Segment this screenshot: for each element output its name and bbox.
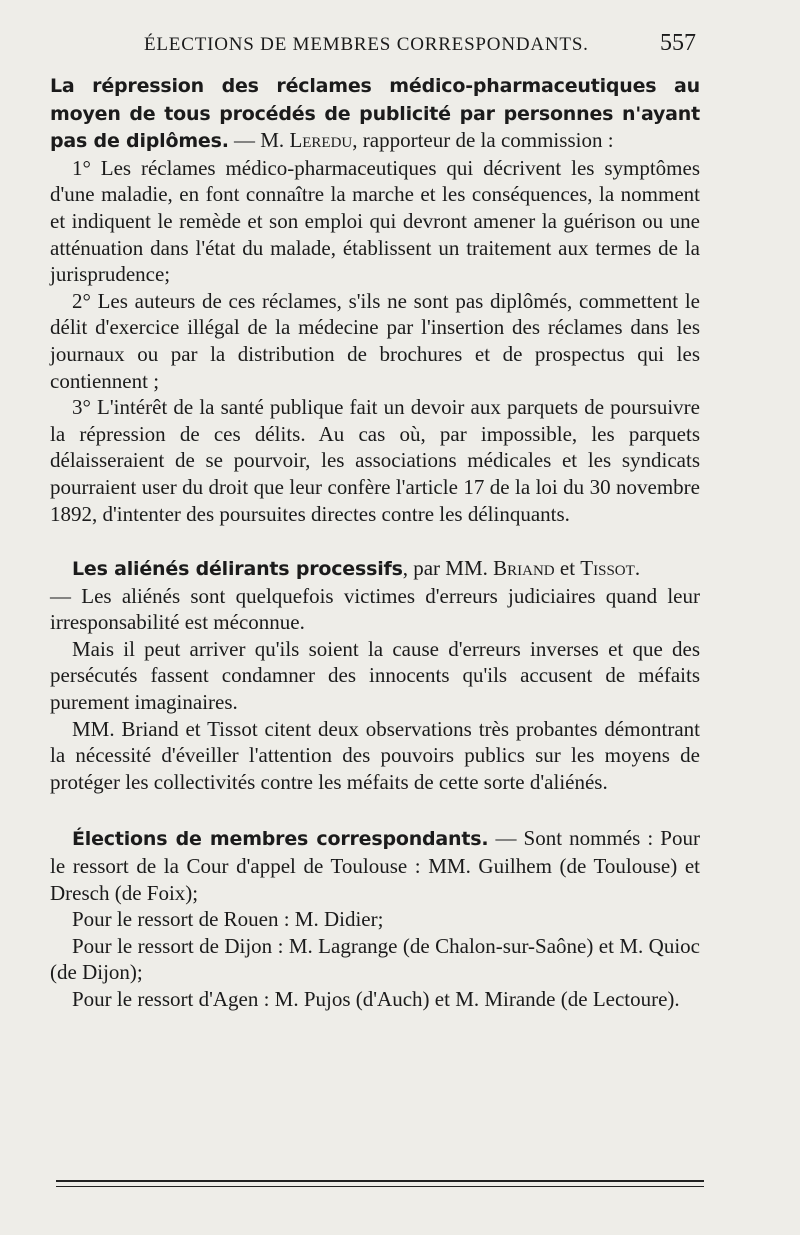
section2-intro (50, 555, 700, 583)
section2-and: et (554, 556, 581, 581)
section1-point-3: 3° L'intérêt de la santé publique fait un devoir aux parquets de poursuivre la répression de ces délits. Au cas où, par impossible, les parquets délaisseraient de se pourvoir, les associations médicales et les syndicats pourraient user du droit que leur confère l'article 17 de la loi du 30 novembre 1892, d'intenter des poursuites directes contre les délinquants. (50, 395, 700, 526)
section2-paragraph-1: — Les aliénés sont quelquefois victimes d'erreurs judiciaires quand leur irresponsabilité est méconnue. (50, 583, 700, 635)
footer-double-rule (56, 1180, 704, 1187)
section1-heading: La répression des réclames médico-pharmaceutiques au moyen de tous procédés de publicité par personnes n'ayant pas de diplômes. (50, 75, 700, 153)
footer-rule-thin (56, 1186, 704, 1187)
page-number: 557 (660, 30, 696, 56)
running-head (60, 30, 702, 64)
section3-agen: Pour le ressort d'Agen : M. Pujos (d'Auch) et M. Mirande (de Lectoure). (72, 987, 680, 1011)
section1-point-2: 2° Les auteurs de ces réclames, s'ils ne sont pas diplômés, commettent le délit d'exercice illégal de la médecine par l'insertion des réclames dans les journaux ou par la distribution de brochures et de prospectus qui les contiennent ; (50, 288, 700, 393)
section1-intro-suffix: , rapporteur de la commission : (352, 128, 614, 153)
section1-point-1: 1° Les réclames médico-pharmaceutiques qui décrivent les symptômes d'une maladie, en font connaître la marche et les conséquences, la nomment et indiquent le remède et son emploi qui devront amener la guérison ou une atténuation dans l'état du malade, établissent un traitement aux termes de la jurisprudence; (50, 155, 700, 287)
section2-by: , par MM. (402, 556, 494, 581)
running-title: ÉLECTIONS DE MEMBRES CORRESPONDANTS. (144, 34, 589, 55)
section2-paragraph-2: Mais il peut arriver qu'ils soient la cause d'erreurs inverses et que des persécutés fassent condamner des innocents qu'ils accusent de méfaits purement imaginaires. (50, 636, 700, 715)
section3-heading: Élections de membres correspondants. (72, 828, 489, 851)
section3-intro-text: — Sont nommés : Pour le ressort de la Cour d'appel de Toulouse : MM. Guilhem (de Toulouse) et Dresch (de Foix); (50, 826, 700, 905)
section2-author-1: Briand (493, 556, 555, 581)
section1-author: Leredu (289, 128, 353, 153)
section1-intro-prefix: — M. (228, 128, 290, 153)
section2-end: . (634, 556, 641, 581)
footer-rule-thick (56, 1180, 704, 1182)
section2-paragraph-3: MM. Briand et Tissot citent deux observations très probantes démontrant la nécessité d'éveiller l'attention des pouvoirs publics sur les moyens de protéger les collectivités contre les méfaits de cette sorte d'aliénés. (50, 716, 700, 794)
section3-rouen: Pour le ressort de Rouen : M. Didier; (72, 907, 384, 932)
section3-dijon: Pour le ressort de Dijon : M. Lagrange (de Chalon-sur-Saône) et M. Quioc (de Dijon); (50, 933, 700, 985)
section1-intro (50, 72, 700, 155)
page-body (50, 72, 700, 1013)
section2-author-2: Tissot (580, 556, 635, 581)
section3-intro (50, 825, 700, 906)
section2-heading: Les aliénés délirants processifs (72, 558, 403, 581)
